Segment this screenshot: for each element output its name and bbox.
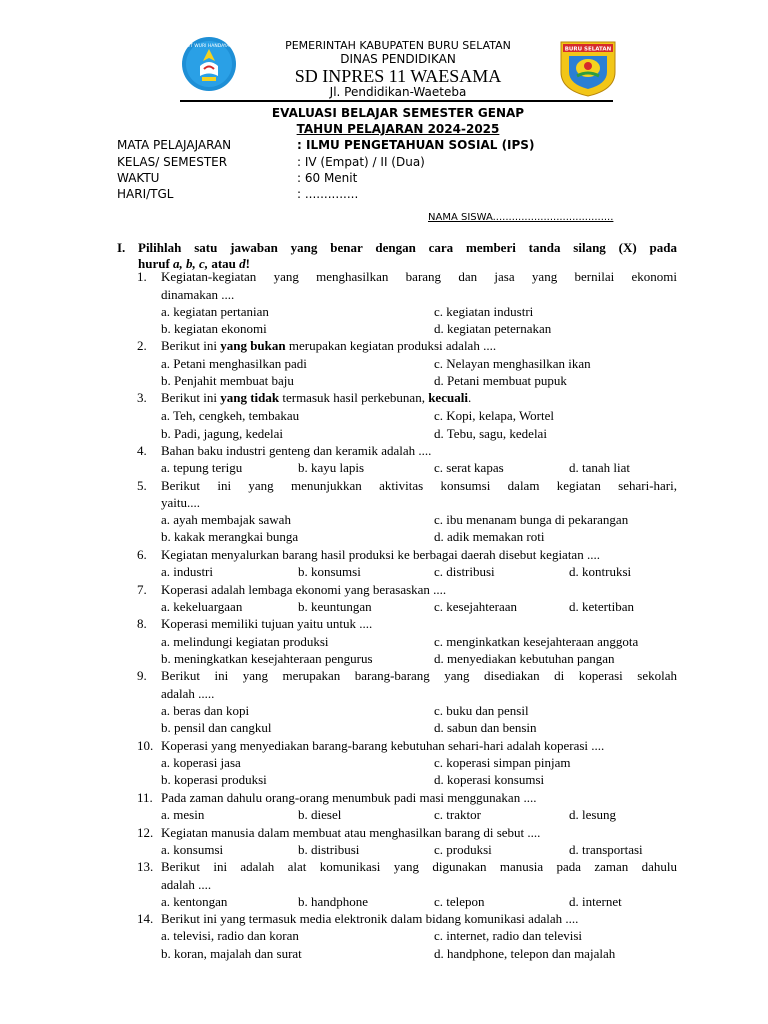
question-number: 12. xyxy=(137,825,154,840)
answer-option[interactable]: d. adik memakan roti xyxy=(434,529,545,544)
answer-option[interactable]: b. konsumsi xyxy=(298,564,361,579)
question-text: Berikut ini adalah alat komunikasi yang digunakan manusia pada zaman dahulu xyxy=(161,859,677,874)
question-number: 13. xyxy=(137,859,154,874)
answer-option[interactable]: c. koperasi simpan pinjam xyxy=(434,755,571,770)
question-text: yaitu.... xyxy=(161,495,200,510)
question-text: Berikut ini yang menunjukkan aktivitas konsumsi dalam kegiatan sehari-hari, xyxy=(161,478,677,493)
question-number: 3. xyxy=(137,390,147,405)
answer-option[interactable]: d. ketertiban xyxy=(569,599,634,614)
question-text: Kegiatan menyalurkan barang hasil produksi ke berbagai daerah disebut kegiatan .... xyxy=(161,547,600,562)
header-school-name: SD INPRES 11 WAESAMA xyxy=(294,66,502,86)
answer-option[interactable]: b. distribusi xyxy=(298,842,360,857)
answer-option[interactable]: a. konsumsi xyxy=(161,842,224,857)
answer-option[interactable]: a. televisi, radio dan koran xyxy=(161,928,299,943)
answer-option[interactable]: d. handphone, telepon dan majalah xyxy=(434,946,616,961)
header-government: PEMERINTAH KABUPATEN BURU SELATAN xyxy=(285,39,511,52)
question-text: Berikut ini yang bukan merupakan kegiatan produksi adalah .... xyxy=(161,338,497,353)
question-number: 9. xyxy=(137,668,147,683)
answer-option[interactable]: a. tepung terigu xyxy=(161,460,243,475)
answer-option[interactable]: d. internet xyxy=(569,894,622,909)
answer-option[interactable]: d. menyediakan kebutuhan pangan xyxy=(434,651,615,666)
answer-option[interactable]: a. kentongan xyxy=(161,894,228,909)
exam-title: EVALUASI BELAJAR SEMESTER GENAP xyxy=(271,106,525,120)
answer-option[interactable]: c. distribusi xyxy=(434,564,495,579)
header-department: DINAS PENDIDIKAN xyxy=(340,52,456,66)
answer-option[interactable]: a. Petani menghasilkan padi xyxy=(161,356,307,371)
info-label: HARI/TGL xyxy=(117,187,174,201)
answer-option[interactable]: a. melindungi kegiatan produksi xyxy=(161,634,329,649)
header-divider xyxy=(180,100,613,102)
answer-option[interactable]: c. kesejahteraan xyxy=(434,599,518,614)
answer-option[interactable]: c. internet, radio dan televisi xyxy=(434,928,583,943)
question-number: 11. xyxy=(137,790,153,805)
info-value: : 60 Menit xyxy=(297,171,358,185)
info-label: KELAS/ SEMESTER xyxy=(117,155,228,169)
answer-option[interactable]: b. meningkatkan kesejahteraan pengurus xyxy=(161,651,373,666)
answer-option[interactable]: b. koran, majalah dan surat xyxy=(161,946,302,961)
question-text: Berikut ini yang tidak termasuk hasil perkebunan, kecuali. xyxy=(161,390,472,405)
question-text: Berikut ini yang termasuk media elektronik dalam bidang komunikasi adalah .... xyxy=(161,911,579,926)
answer-option[interactable]: a. koperasi jasa xyxy=(161,755,241,770)
answer-option[interactable]: b. kayu lapis xyxy=(298,460,365,475)
info-label: WAKTU xyxy=(117,171,160,185)
answer-option[interactable]: c. produksi xyxy=(434,842,492,857)
answer-option[interactable]: a. beras dan kopi xyxy=(161,703,250,718)
answer-option[interactable]: b. diesel xyxy=(298,807,342,822)
svg-text:TUT WURI HANDAYANI: TUT WURI HANDAYANI xyxy=(184,44,234,49)
info-label: MATA PELAJAJARAN xyxy=(117,138,232,152)
answer-option[interactable]: a. kegiatan pertanian xyxy=(161,304,269,319)
question-text: adalah .... xyxy=(161,877,212,892)
question-text: adalah ..... xyxy=(161,686,215,701)
answer-option[interactable]: a. industri xyxy=(161,564,213,579)
answer-option[interactable]: b. Penjahit membuat baju xyxy=(161,373,294,388)
answer-option[interactable]: a. ayah membajak sawah xyxy=(161,512,291,527)
answer-option[interactable]: a. kekeluargaan xyxy=(161,599,243,614)
answer-option[interactable]: c. Kopi, kelapa, Wortel xyxy=(434,408,555,423)
answer-option[interactable]: b. kegiatan ekonomi xyxy=(161,321,267,336)
section-instruction-line2: huruf a, b, c, atau d! xyxy=(138,256,250,271)
question-text: Koperasi adalah lembaga ekonomi yang berasaskan .... xyxy=(161,582,447,597)
answer-option[interactable]: b. Padi, jagung, kedelai xyxy=(161,426,284,441)
question-number: 2. xyxy=(137,338,147,353)
answer-option[interactable]: c. ibu menanam bunga di pekarangan xyxy=(434,512,629,527)
info-value: : ILMU PENGETAHUAN SOSIAL (IPS) xyxy=(297,138,535,152)
question-number: 7. xyxy=(137,582,147,597)
question-text: Koperasi memiliki tujuan yaitu untuk .... xyxy=(161,616,373,631)
answer-option[interactable]: a. Teh, cengkeh, tembakau xyxy=(161,408,300,423)
answer-option[interactable]: c. telepon xyxy=(434,894,485,909)
svg-text:BURU SELATAN: BURU SELATAN xyxy=(564,46,612,53)
question-number: 5. xyxy=(137,478,147,493)
question-text: dinamakan .... xyxy=(161,287,235,302)
answer-option[interactable]: d. tanah liat xyxy=(569,460,631,475)
question-text: Koperasi yang menyediakan barang-barang kebutuhan sehari-hari adalah koperasi .... xyxy=(161,738,605,753)
question-text: Kegiatan manusia dalam membuat atau menghasilkan barang di sebut .... xyxy=(161,825,541,840)
question-number: 10. xyxy=(137,738,154,753)
answer-option[interactable]: b. kakak merangkai bunga xyxy=(161,529,299,544)
answer-option[interactable]: d. kontruksi xyxy=(569,564,632,579)
question-number: 1. xyxy=(137,269,147,284)
answer-option[interactable]: d. Petani membuat pupuk xyxy=(434,373,567,388)
header-address: Jl. Pendidikan-Waeteba xyxy=(329,85,467,99)
info-value: : IV (Empat) / II (Dua) xyxy=(297,155,425,169)
answer-option[interactable]: d. koperasi konsumsi xyxy=(434,772,545,787)
answer-option[interactable]: b. keuntungan xyxy=(298,599,372,614)
question-number: 8. xyxy=(137,616,147,631)
exam-year: TAHUN PELAJARAN 2024-2025 xyxy=(296,122,500,136)
question-number: 6. xyxy=(137,547,147,562)
answer-option[interactable]: c. menginkatkan kesejahteraan anggota xyxy=(434,634,639,649)
answer-option[interactable]: b. koperasi produksi xyxy=(161,772,267,787)
answer-option[interactable]: b. pensil dan cangkul xyxy=(161,720,272,735)
question-text: Pada zaman dahulu orang-orang menumbuk padi masi menggunakan .... xyxy=(161,790,537,805)
section-number: I. xyxy=(117,240,126,255)
answer-option[interactable]: c. traktor xyxy=(434,807,481,822)
question-text: Bahan baku industri genteng dan keramik adalah .... xyxy=(161,443,432,458)
answer-option[interactable]: c. serat kapas xyxy=(434,460,504,475)
answer-option[interactable]: a. mesin xyxy=(161,807,205,822)
answer-option[interactable]: c. buku dan pensil xyxy=(434,703,529,718)
answer-option[interactable]: d. sabun dan bensin xyxy=(434,720,537,735)
section-instruction: Pilihlah satu jawaban yang benar dengan cara memberi tanda silang (X) pada xyxy=(138,240,677,255)
student-name-field[interactable]: NAMA SISWA...................................... xyxy=(428,212,614,223)
answer-option[interactable]: c. Nelayan menghasilkan ikan xyxy=(434,356,591,371)
question-text: Kegiatan-kegiatan yang menghasilkan barang dan jasa yang bernilai ekonomi xyxy=(161,269,677,284)
answer-option[interactable]: b. handphone xyxy=(298,894,369,909)
question-text: Berikut ini yang merupakan barang-barang yang disediakan di koperasi sekolah xyxy=(161,668,677,683)
info-value: : .............. xyxy=(297,187,359,201)
question-number: 4. xyxy=(137,443,147,458)
answer-option[interactable]: d. transportasi xyxy=(569,842,643,857)
answer-option[interactable]: d. lesung xyxy=(569,807,616,822)
answer-option[interactable]: c. kegiatan industri xyxy=(434,304,534,319)
question-number: 14. xyxy=(137,911,154,926)
answer-option[interactable]: d. Tebu, sagu, kedelai xyxy=(434,426,547,441)
answer-option[interactable]: d. kegiatan peternakan xyxy=(434,321,552,336)
